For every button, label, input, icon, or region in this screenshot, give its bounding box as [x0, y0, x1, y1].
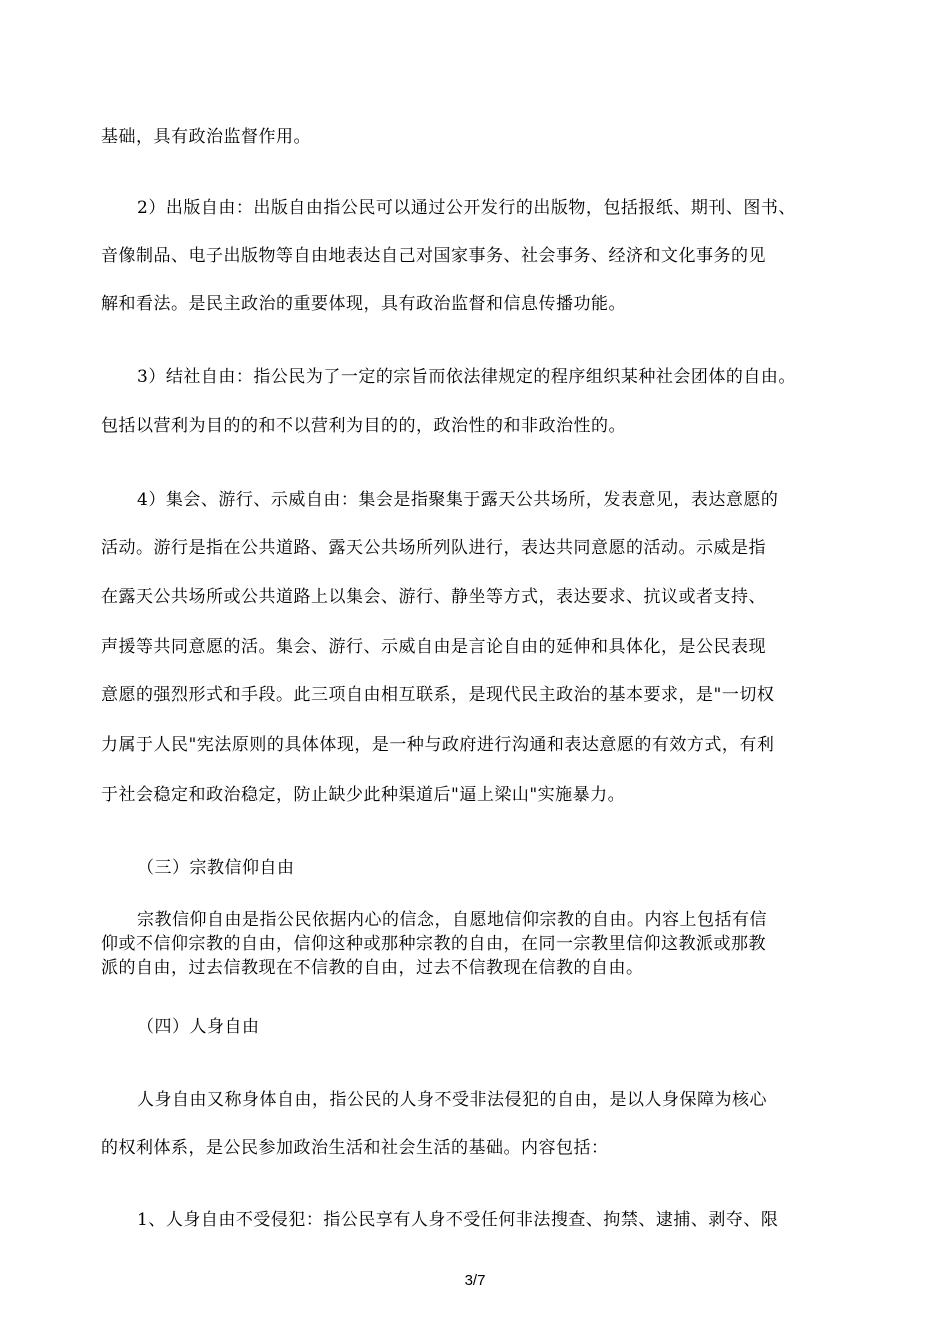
paragraph-line: 于社会稳定和政治稳定，防止缺少此种渠道后"逼上梁山"实施暴力。: [101, 785, 626, 805]
page-number: 3/7: [464, 1272, 486, 1289]
paragraph-line: 基础，具有政治监督作用。: [101, 127, 311, 147]
paragraph-line: 活动。游行是指在公共道路、露天公共场所列队进行，表达共同意愿的活动。示威是指: [101, 538, 766, 558]
paragraph-line: 4）集会、游行、示威自由：集会是指聚集于露天公共场所，发表意见，表达意愿的: [137, 490, 779, 510]
paragraph-line: 声援等共同意愿的活。集会、游行、示威自由是言论自由的延伸和具体化，是公民表现: [101, 637, 766, 657]
paragraph-line: 的权利体系，是公民参加政治生活和社会生活的基础。内容包括：: [101, 1138, 609, 1158]
paragraph-line: 派的自由，过去信教现在不信教的自由，过去不信教现在信教的自由。: [101, 958, 644, 978]
paragraph-line: 意愿的强烈形式和手段。此三项自由相互联系，是现代民主政治的基本要求，是"一切权: [101, 685, 775, 705]
paragraph-line: 力属于人民"宪法原则的具体体现，是一种与政府进行沟通和表达意愿的有效方式，有利: [101, 735, 775, 755]
paragraph-line: 宗教信仰自由是指公民依据内心的信念，自愿地信仰宗教的自由。内容上包括有信: [137, 910, 767, 930]
section-heading: （四）人身自由: [137, 1017, 260, 1037]
section-heading: （三）宗教信仰自由: [137, 858, 295, 878]
paragraph-line: 人身自由又称身体自由，指公民的人身不受非法侵犯的自由，是以人身保障为核心: [137, 1090, 767, 1110]
paragraph-line: 3）结社自由：指公民为了一定的宗旨而依法律规定的程序组织某种社会团体的自由。: [137, 367, 796, 387]
paragraph-line: 在露天公共场所或公共道路上以集会、游行、静坐等方式，表达要求、抗议或者支持、: [101, 587, 766, 607]
paragraph-line: 解和看法。是民主政治的重要体现，具有政治监督和信息传播功能。: [101, 294, 626, 314]
paragraph-line: 1、人身自由不受侵犯：指公民享有人身不受任何非法搜查、拘禁、逮捕、剥夺、限: [137, 1210, 779, 1230]
paragraph-line: 仰或不信仰宗教的自由，信仰这种或那种宗教的自由，在同一宗教里信仰这教派或那教: [101, 934, 766, 954]
paragraph-line: 音像制品、电子出版物等自由地表达自己对国家事务、社会事务、经济和文化事务的见: [101, 246, 766, 266]
paragraph-line: 包括以营利为目的的和不以营利为目的的，政治性的和非政治性的。: [101, 416, 626, 436]
paragraph-line: 2）出版自由：出版自由指公民可以通过公开发行的出版物，包括报纸、期刊、图书、: [137, 198, 796, 218]
